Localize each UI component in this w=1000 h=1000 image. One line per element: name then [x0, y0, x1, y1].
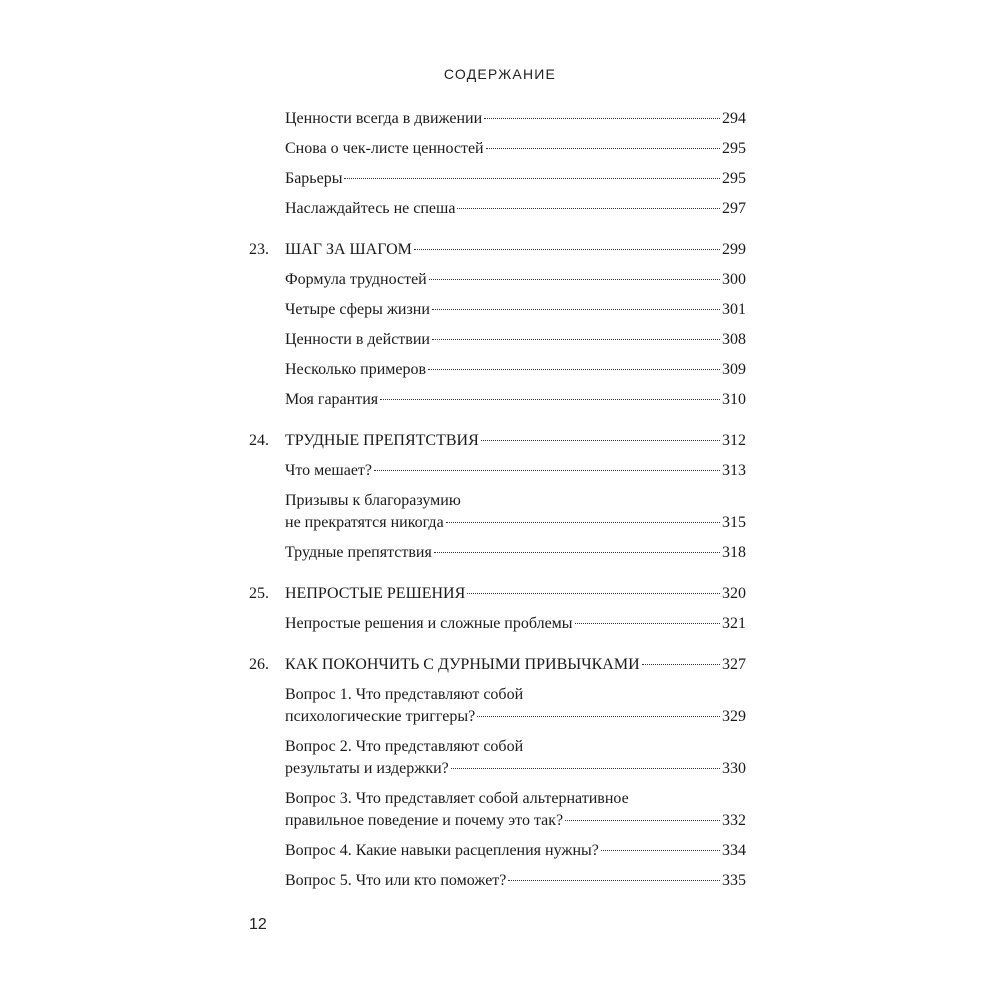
running-head: СОДЕРЖАНИЕ [443, 66, 557, 82]
toc-entry [285, 108, 746, 130]
toc-entry-page: 310 [722, 391, 746, 408]
dot-leader [508, 880, 720, 881]
toc-entry [285, 460, 746, 482]
toc-entry-title: Наслаждайтесь не спеша [285, 200, 456, 217]
toc-entry-page: 330 [722, 760, 746, 777]
toc-entry-title-line1: Вопрос 2. Что представляют собой [285, 738, 524, 755]
dot-leader [344, 178, 720, 179]
toc-entry-page: 312 [722, 432, 746, 449]
toc-chapter-number: 26. [249, 656, 269, 673]
toc-entry-title: Ценности всегда в движении [285, 110, 483, 127]
toc-chapter-number: 24. [249, 432, 269, 449]
toc-entry-page: 297 [722, 200, 746, 217]
dot-leader [451, 768, 720, 769]
page-number: 12 [249, 916, 267, 933]
dot-leader [484, 118, 720, 119]
toc-entry [285, 490, 746, 534]
toc-entry-page: 294 [722, 110, 746, 127]
toc-entry-page: 320 [722, 585, 746, 602]
toc-entry-page: 332 [722, 812, 746, 829]
toc-entry-title: Трудные препятствия [285, 544, 432, 561]
toc-entry-page: 318 [722, 544, 746, 561]
toc-entry [285, 329, 746, 351]
toc-entry-line2 [285, 758, 746, 780]
toc-entry [285, 138, 746, 160]
toc-entry [285, 613, 746, 635]
toc-entry [285, 840, 746, 862]
toc-entry-page: 300 [722, 271, 746, 288]
toc-entry [285, 198, 746, 220]
toc-chapter-title: ШАГ ЗА ШАГОМ [285, 241, 412, 258]
toc-entry-page: 327 [722, 656, 746, 673]
toc-entry [285, 788, 746, 832]
toc-entry-page: 295 [722, 170, 746, 187]
toc-entry-page: 334 [722, 842, 746, 859]
dot-leader [428, 369, 720, 370]
dot-leader [481, 440, 720, 441]
toc-entry [285, 269, 746, 291]
toc-entry-page: 299 [722, 241, 746, 258]
dot-leader [432, 309, 720, 310]
toc-entry-line2 [285, 512, 746, 534]
toc-chapter-title: ТРУДНЫЕ ПРЕПЯТСТВИЯ [285, 432, 479, 449]
toc-entry-title: Что мешает? [285, 462, 373, 479]
toc-entry-title: Четыре сферы жизни [285, 301, 430, 318]
toc-chapter-title: КАК ПОКОНЧИТЬ С ДУРНЫМИ ПРИВЫЧКАМИ [285, 656, 640, 673]
toc-entry-line2 [285, 706, 746, 728]
toc-entry-title: Барьеры [285, 170, 343, 187]
toc-entry-title: Вопрос 4. Какие навыки расцепления нужны? [285, 842, 599, 859]
toc-entry-title: Несколько примеров [285, 361, 427, 378]
toc-entry [285, 542, 746, 564]
dot-leader [575, 623, 720, 624]
dot-leader [642, 664, 720, 665]
dot-leader [432, 339, 720, 340]
toc-entry-title-line1: Вопрос 3. Что представляет собой альтернативное [285, 790, 629, 807]
toc-entry-page: 308 [722, 331, 746, 348]
toc-entry-page: 309 [722, 361, 746, 378]
toc-entry-title-line2: результаты и издержки? [285, 760, 449, 777]
dot-leader [446, 522, 720, 523]
toc-entry-title-line2: психологические триггеры? [285, 708, 476, 725]
toc-entry-page: 313 [722, 462, 746, 479]
toc-entry-page: 301 [722, 301, 746, 318]
toc-entry-page: 321 [722, 615, 746, 632]
toc-entry-title: Снова о чек-листе ценностей [285, 140, 484, 157]
toc-entry-title: Моя гарантия [285, 391, 379, 408]
toc-chapter-title: НЕПРОСТЫЕ РЕШЕНИЯ [285, 585, 466, 602]
toc-entry-title-line1: Призывы к благоразумию [285, 492, 461, 509]
toc-entry-title-line2: не прекратятся никогда [285, 514, 444, 531]
toc-entry-title: Ценности в действии [285, 331, 430, 348]
toc-chapter [249, 654, 746, 676]
dot-leader [414, 249, 720, 250]
dot-leader [467, 593, 720, 594]
toc-chapter [249, 583, 746, 605]
dot-leader [434, 552, 720, 553]
toc-entry [285, 870, 746, 892]
dot-leader [457, 208, 720, 209]
dot-leader [601, 850, 720, 851]
toc-entry-page: 335 [722, 872, 746, 889]
toc-entry-line2 [285, 810, 746, 832]
toc-entry-title: Непростые решения и сложные проблемы [285, 615, 573, 632]
toc-entry [285, 168, 746, 190]
dot-leader [380, 399, 720, 400]
dot-leader [565, 820, 720, 821]
table-of-contents [249, 108, 746, 892]
toc-entry-title: Формула трудностей [285, 271, 427, 288]
toc-chapter-number: 23. [249, 241, 269, 258]
toc-chapter-number: 25. [249, 585, 269, 602]
toc-entry-page: 329 [722, 708, 746, 725]
toc-chapter [249, 430, 746, 452]
toc-chapter [249, 239, 746, 261]
toc-entry [285, 359, 746, 381]
toc-entry [285, 389, 746, 411]
dot-leader [374, 470, 720, 471]
toc-entry [285, 684, 746, 728]
dot-leader [477, 716, 720, 717]
toc-entry-title-line1: Вопрос 1. Что представляют собой [285, 686, 524, 703]
toc-entry-page: 315 [722, 514, 746, 531]
toc-entry [285, 736, 746, 780]
toc-entry-page: 295 [722, 140, 746, 157]
toc-entry-title-line2: правильное поведение и почему это так? [285, 812, 564, 829]
toc-entry-title: Вопрос 5. Что или кто поможет? [285, 872, 507, 889]
toc-entry [285, 299, 746, 321]
dot-leader [486, 148, 720, 149]
dot-leader [429, 279, 720, 280]
